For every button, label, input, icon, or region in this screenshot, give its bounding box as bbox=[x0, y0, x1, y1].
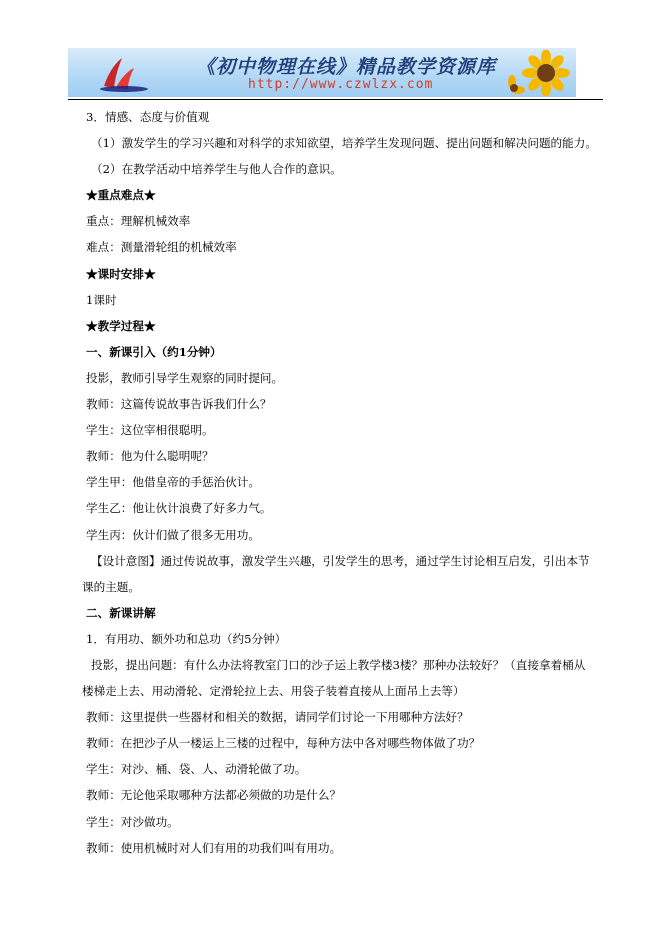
subsection-heading: 3．情感、态度与价值观 bbox=[86, 110, 210, 124]
paragraph: 投影，教师引导学生观察的同时提问。 bbox=[86, 370, 284, 385]
dialogue-line: 教师：无论他采取哪种方法都必须做的功是什么？ bbox=[86, 788, 342, 803]
key-point: 重点：理解机械效率 bbox=[86, 214, 191, 229]
header-rule bbox=[68, 99, 603, 100]
dialogue-line: 教师：在把沙子从一楼运上三楼的过程中，每种方法中各对哪些物体做了功？ bbox=[86, 736, 481, 751]
banner-url: http://www.czwlzx.com bbox=[248, 77, 434, 92]
design-intent: 【设计意图】通过传说故事，激发学生兴趣，引发学生的思考，通过学生讨论相互启发，引出本节课的主题。 bbox=[82, 553, 590, 594]
document-body bbox=[82, 104, 597, 861]
dialogue-line: 教师：这篇传说故事告诉我们什么？ bbox=[86, 397, 272, 412]
subsection-heading-new-lesson: 二、新课讲解 bbox=[86, 605, 156, 620]
dialogue-line: 教师：这里提供一些器材和相关的数据，请同学们讨论一下用哪种方法好？ bbox=[86, 710, 469, 725]
difficult-point: 难点：测量滑轮组的机械效率 bbox=[86, 240, 237, 255]
logo-icon bbox=[98, 56, 150, 92]
goal-item: （1）激发学生的学习兴趣和对科学的求知欲望，培养学生发现问题、提出问题和解决问题的能力。 bbox=[91, 136, 597, 151]
section-heading-schedule: ★课时安排★ bbox=[86, 266, 156, 281]
header-banner bbox=[68, 48, 576, 97]
paragraph: 投影，提出问题：有什么办法将教室门口的沙子运上教学楼3楼？那种办法较好？（直接拿着桶从楼梯走上去、用动滑轮、定滑轮拉上去、用袋子装着直接从上面吊上去等） bbox=[82, 657, 586, 699]
section-heading-process: ★教学过程★ bbox=[86, 318, 156, 333]
sunflower-icon bbox=[506, 50, 570, 96]
topic-heading: 1．有用功、额外功和总功（约5分钟） bbox=[86, 631, 287, 646]
dialogue-line: 学生：对沙做功。 bbox=[86, 814, 179, 829]
section-heading-key-points: ★重点难点★ bbox=[86, 188, 156, 203]
subsection-heading-intro: 一、新课引入（约1分钟） bbox=[86, 344, 222, 359]
schedule-text: 1课时 bbox=[86, 292, 117, 307]
dialogue-line: 教师：他为什么聪明呢？ bbox=[86, 449, 214, 464]
dialogue-line: 学生乙：他让伙计浪费了好多力气。 bbox=[86, 501, 272, 516]
dialogue-line: 学生：对沙、桶、袋、人、动滑轮做了功。 bbox=[86, 762, 307, 777]
goal-item: （2）在教学活动中培养学生与他人合作的意识。 bbox=[91, 162, 342, 177]
banner-title: 《初中物理在线》精品教学资源库 bbox=[196, 56, 497, 78]
dialogue-line: 学生甲：他借皇帝的手惩治伙计。 bbox=[86, 475, 260, 490]
dialogue-line: 教师：使用机械时对人们有用的功我们叫有用功。 bbox=[86, 840, 342, 855]
dialogue-line: 学生丙：伙计们做了很多无用功。 bbox=[86, 527, 260, 542]
dialogue-line: 学生：这位宰相很聪明。 bbox=[86, 423, 214, 438]
